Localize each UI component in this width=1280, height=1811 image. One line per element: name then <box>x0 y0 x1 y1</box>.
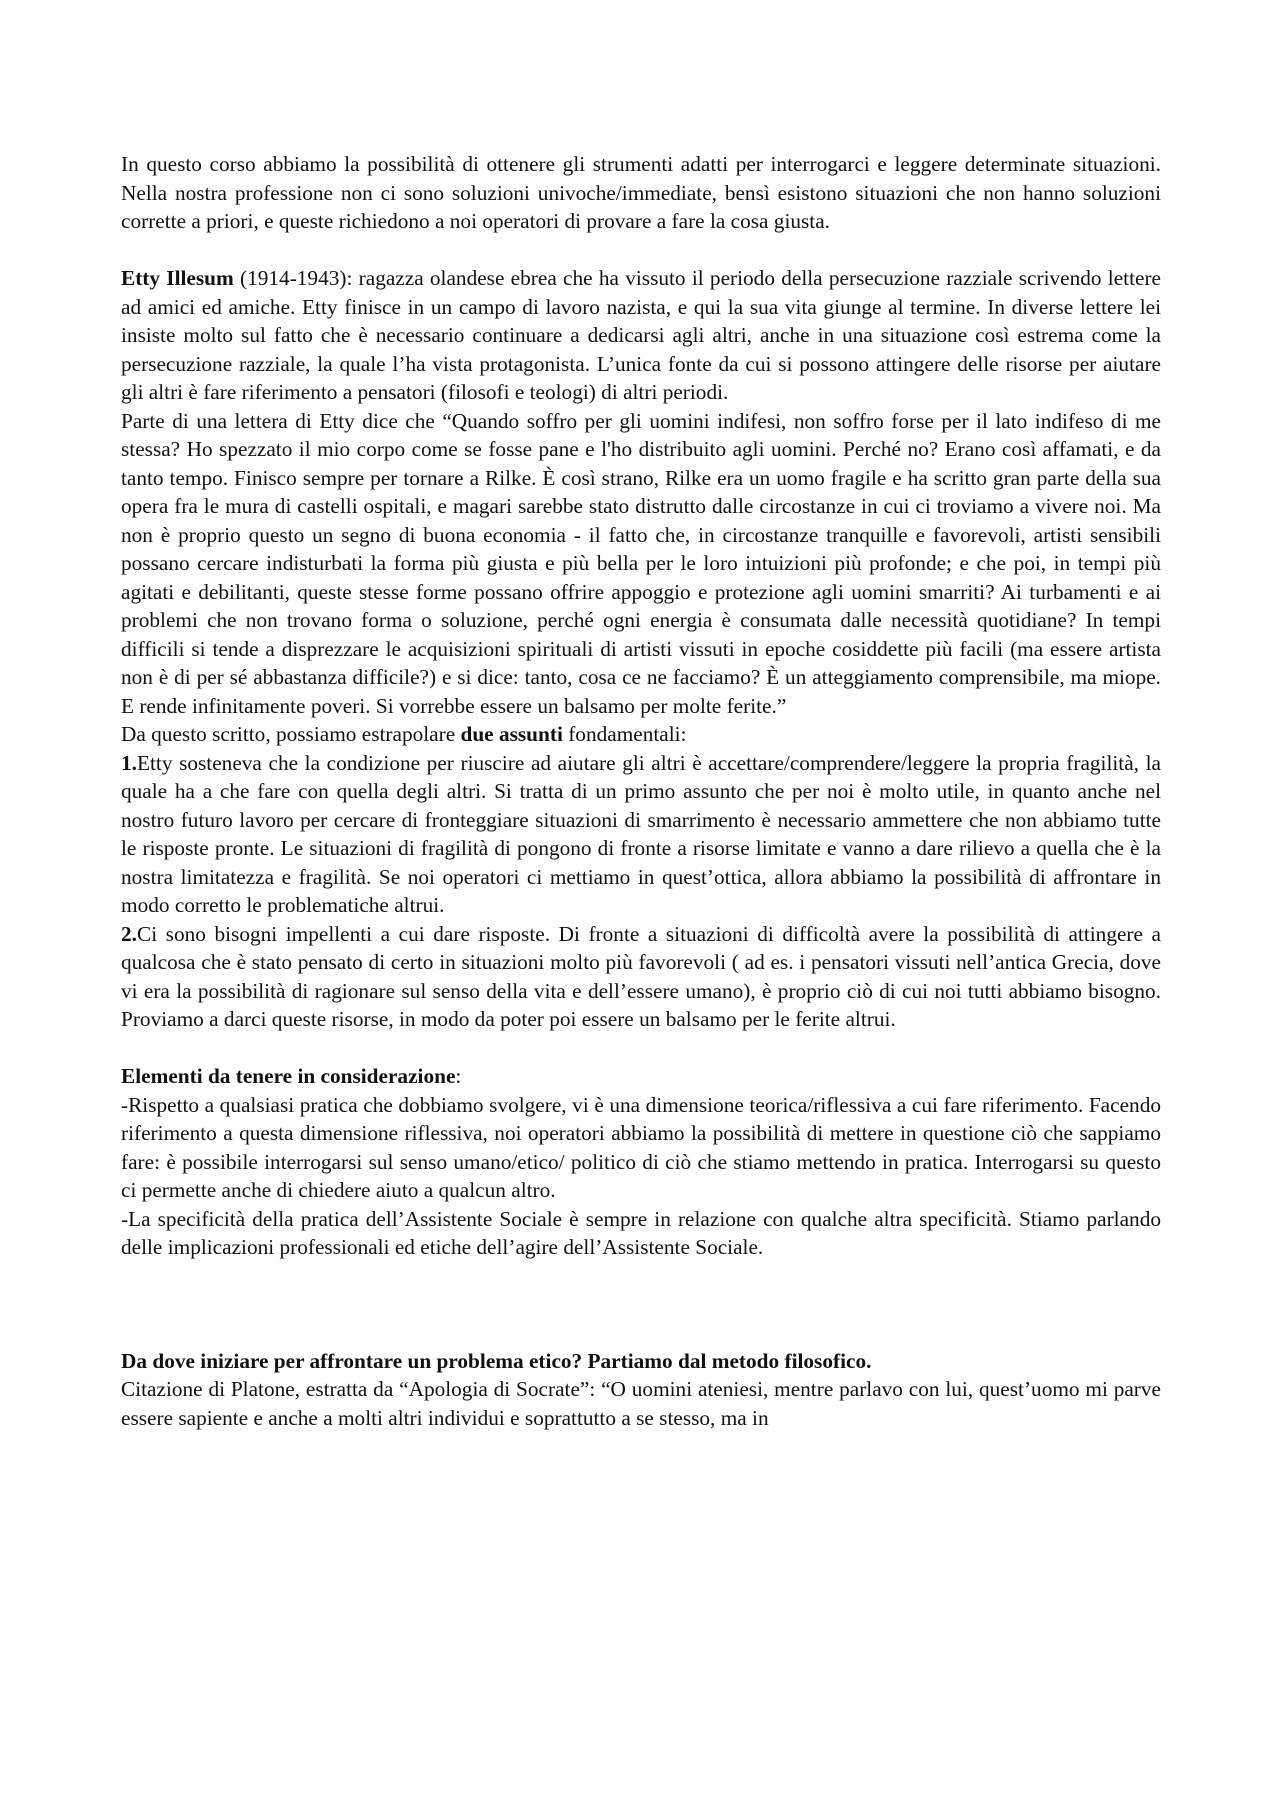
metodo-heading: Da dove iniziare per affrontare un problema etico? Partiamo dal metodo filosofico. <box>121 1348 872 1373</box>
document-page <box>121 150 1161 1432</box>
platone-citation: Citazione di Platone, estratta da “Apologia di Socrate”: “O uomini ateniesi, mentre parlavo con lui, quest’uomo mi parve essere sapiente e anche a molti altri individui e soprattutto a se stesso, ma in <box>121 1377 1161 1430</box>
point-2 <box>121 920 1161 1034</box>
etty-name: Etty Illesum <box>121 266 234 290</box>
elementi-heading-line: Elementi da tenere in considerazione: <box>121 1064 462 1088</box>
elementi-heading: Elementi da tenere in considerazione <box>121 1064 456 1088</box>
letter-quote-paragraph: Parte di una lettera di Etty dice che “Quando soffro per gli uomini indifesi, non soffro forse per il lato indifeso di me stessa? Ho spezzato il mio corpo come se fosse pane e l'ho distribuito agli uomini. Perché no? Erano così affamati, e da tanto tempo. Finisco sempre per tornare a Rilke. È così strano, Rilke era un uomo fragile e ha scritto gran parte della sua opera fra le mura di castelli ospitali, e magari sarebbe stato distrutto dalle circostanze in cui ci troviamo a vivere noi. Ma non è proprio questo un segno di buona economia - il fatto che, in circostanze tranquille e favorevoli, artisti sensibili possano cercare indisturbati la forma più giusta e più bella per le loro intuizioni più profonde; e che poi, in tempi più agitati e debilitanti, queste stesse forme possano offrire appoggio e protezione agli uomini smarriti? Ai turbamenti e ai problemi che non trovano forma o soluzione, perché ogni energia è consumata dalle necessità quotidiane? In tempi difficili si tende a disprezzare le acquisizioni spirituali di artisti vissuti in epoche cosiddette più facili (ma essere artista non è di per sé abbastanza difficile?) e si dice: tanto, cosa ce ne facciamo? È un atteggiamento comprensibile, ma miope. E rende infinitamente poveri. Si vorrebbe essere un balsamo per molte ferite.” <box>121 408 1161 718</box>
elementi-item-2: -La specificità della pratica dell’Assistente Sociale è sempre in relazione con qualche altra specificità. Stiamo parlando delle implicazioni professionali ed etiche dell’agire dell’Assistente Sociale. <box>121 1206 1161 1259</box>
intro-paragraph: In questo corso abbiamo la possibilità di ottenere gli strumenti adatti per interrogarci e leggere determinate situazioni. Nella nostra professione non ci sono soluzioni univoche/immediate, bensì esistono situazioni che non hanno soluzioni corrette a priori, e queste richiedono a noi operatori di provare a fare la cosa giusta. <box>121 152 1161 233</box>
assunti-bold: due assunti <box>460 722 563 746</box>
etty-paragraph <box>121 264 1161 407</box>
point-2-text: Ci sono bisogni impellenti a cui dare risposte. Di fronte a situazioni di difficoltà avere la possibilità di attingere a qualcosa che è stato pensato di certo in situazioni molto più favorevoli ( ad es. i pensatori vissuti nell’antica Grecia, dove vi era la possibilità di ragionare sul senso della vita e dell’essere umano), è proprio ciò di cui noi tutti abbiamo bisogno. Proviamo a darci queste risorse, in modo da poter poi essere un balsamo per le ferite altrui. <box>121 921 1161 1031</box>
point-1 <box>121 749 1161 920</box>
point-1-text: Etty sosteneva che la condizione per riuscire ad aiutare gli altri è accettare/comprendere/leggere la propria fragilità, la quale ha a che fare con quella degli altri. Si tratta di un primo assunto che per noi è molto utile, in quanto anche nel nostro futuro lavoro per cercare di fronteggiare situazioni di smarrimento è necessario ammettere che non abbiamo tutte le risposte pronte. Le situazioni di fragilità di pongono di fronte a risorse limitate e vanno a dare rilievo a quella che è la nostra limitatezza e fragilità. Se noi operatori ci mettiamo in quest’ottica, allora abbiamo la possibilità di affrontare in modo corretto le problematiche altrui. <box>121 750 1161 917</box>
etty-description: (1914-1943): ragazza olandese ebrea che ha vissuto il periodo della persecuzione razziale scrivendo lettere ad amici ed amiche. Etty finisce in un campo di lavoro nazista, e qui la sua vita giunge al termine. In diverse lettere lei insiste molto sul fatto che è necessario continuare a dedicarsi agli altri, anche in una situazione così estrema come la persecuzione razziale, la quale l’ha vista protagonista. L’unica fonte da cui si possono attingere delle risorse per aiutare gli altri è fare riferimento a pensatori (filosofi e teologi) di altri periodi. <box>121 266 1162 404</box>
elementi-item-1: -Rispetto a qualsiasi pratica che dobbiamo svolgere, vi è una dimensione teorica/riflessiva a cui fare riferimento. Facendo riferimento a questa dimensione riflessiva, noi operatori abbiamo la possibilità di mettere in questione ciò che sappiamo fare: è possibile interrogarsi sul senso umano/etico/ politico di ciò che stiamo mettendo in pratica. Interrogarsi su questo ci permette anche di chiedere aiuto a qualcun altro. <box>121 1092 1161 1202</box>
point-2-number: 2. <box>121 921 137 946</box>
point-1-number: 1. <box>121 750 137 775</box>
assunti-intro: Da questo scritto, possiamo estrapolare due assunti fondamentali: <box>121 722 687 746</box>
